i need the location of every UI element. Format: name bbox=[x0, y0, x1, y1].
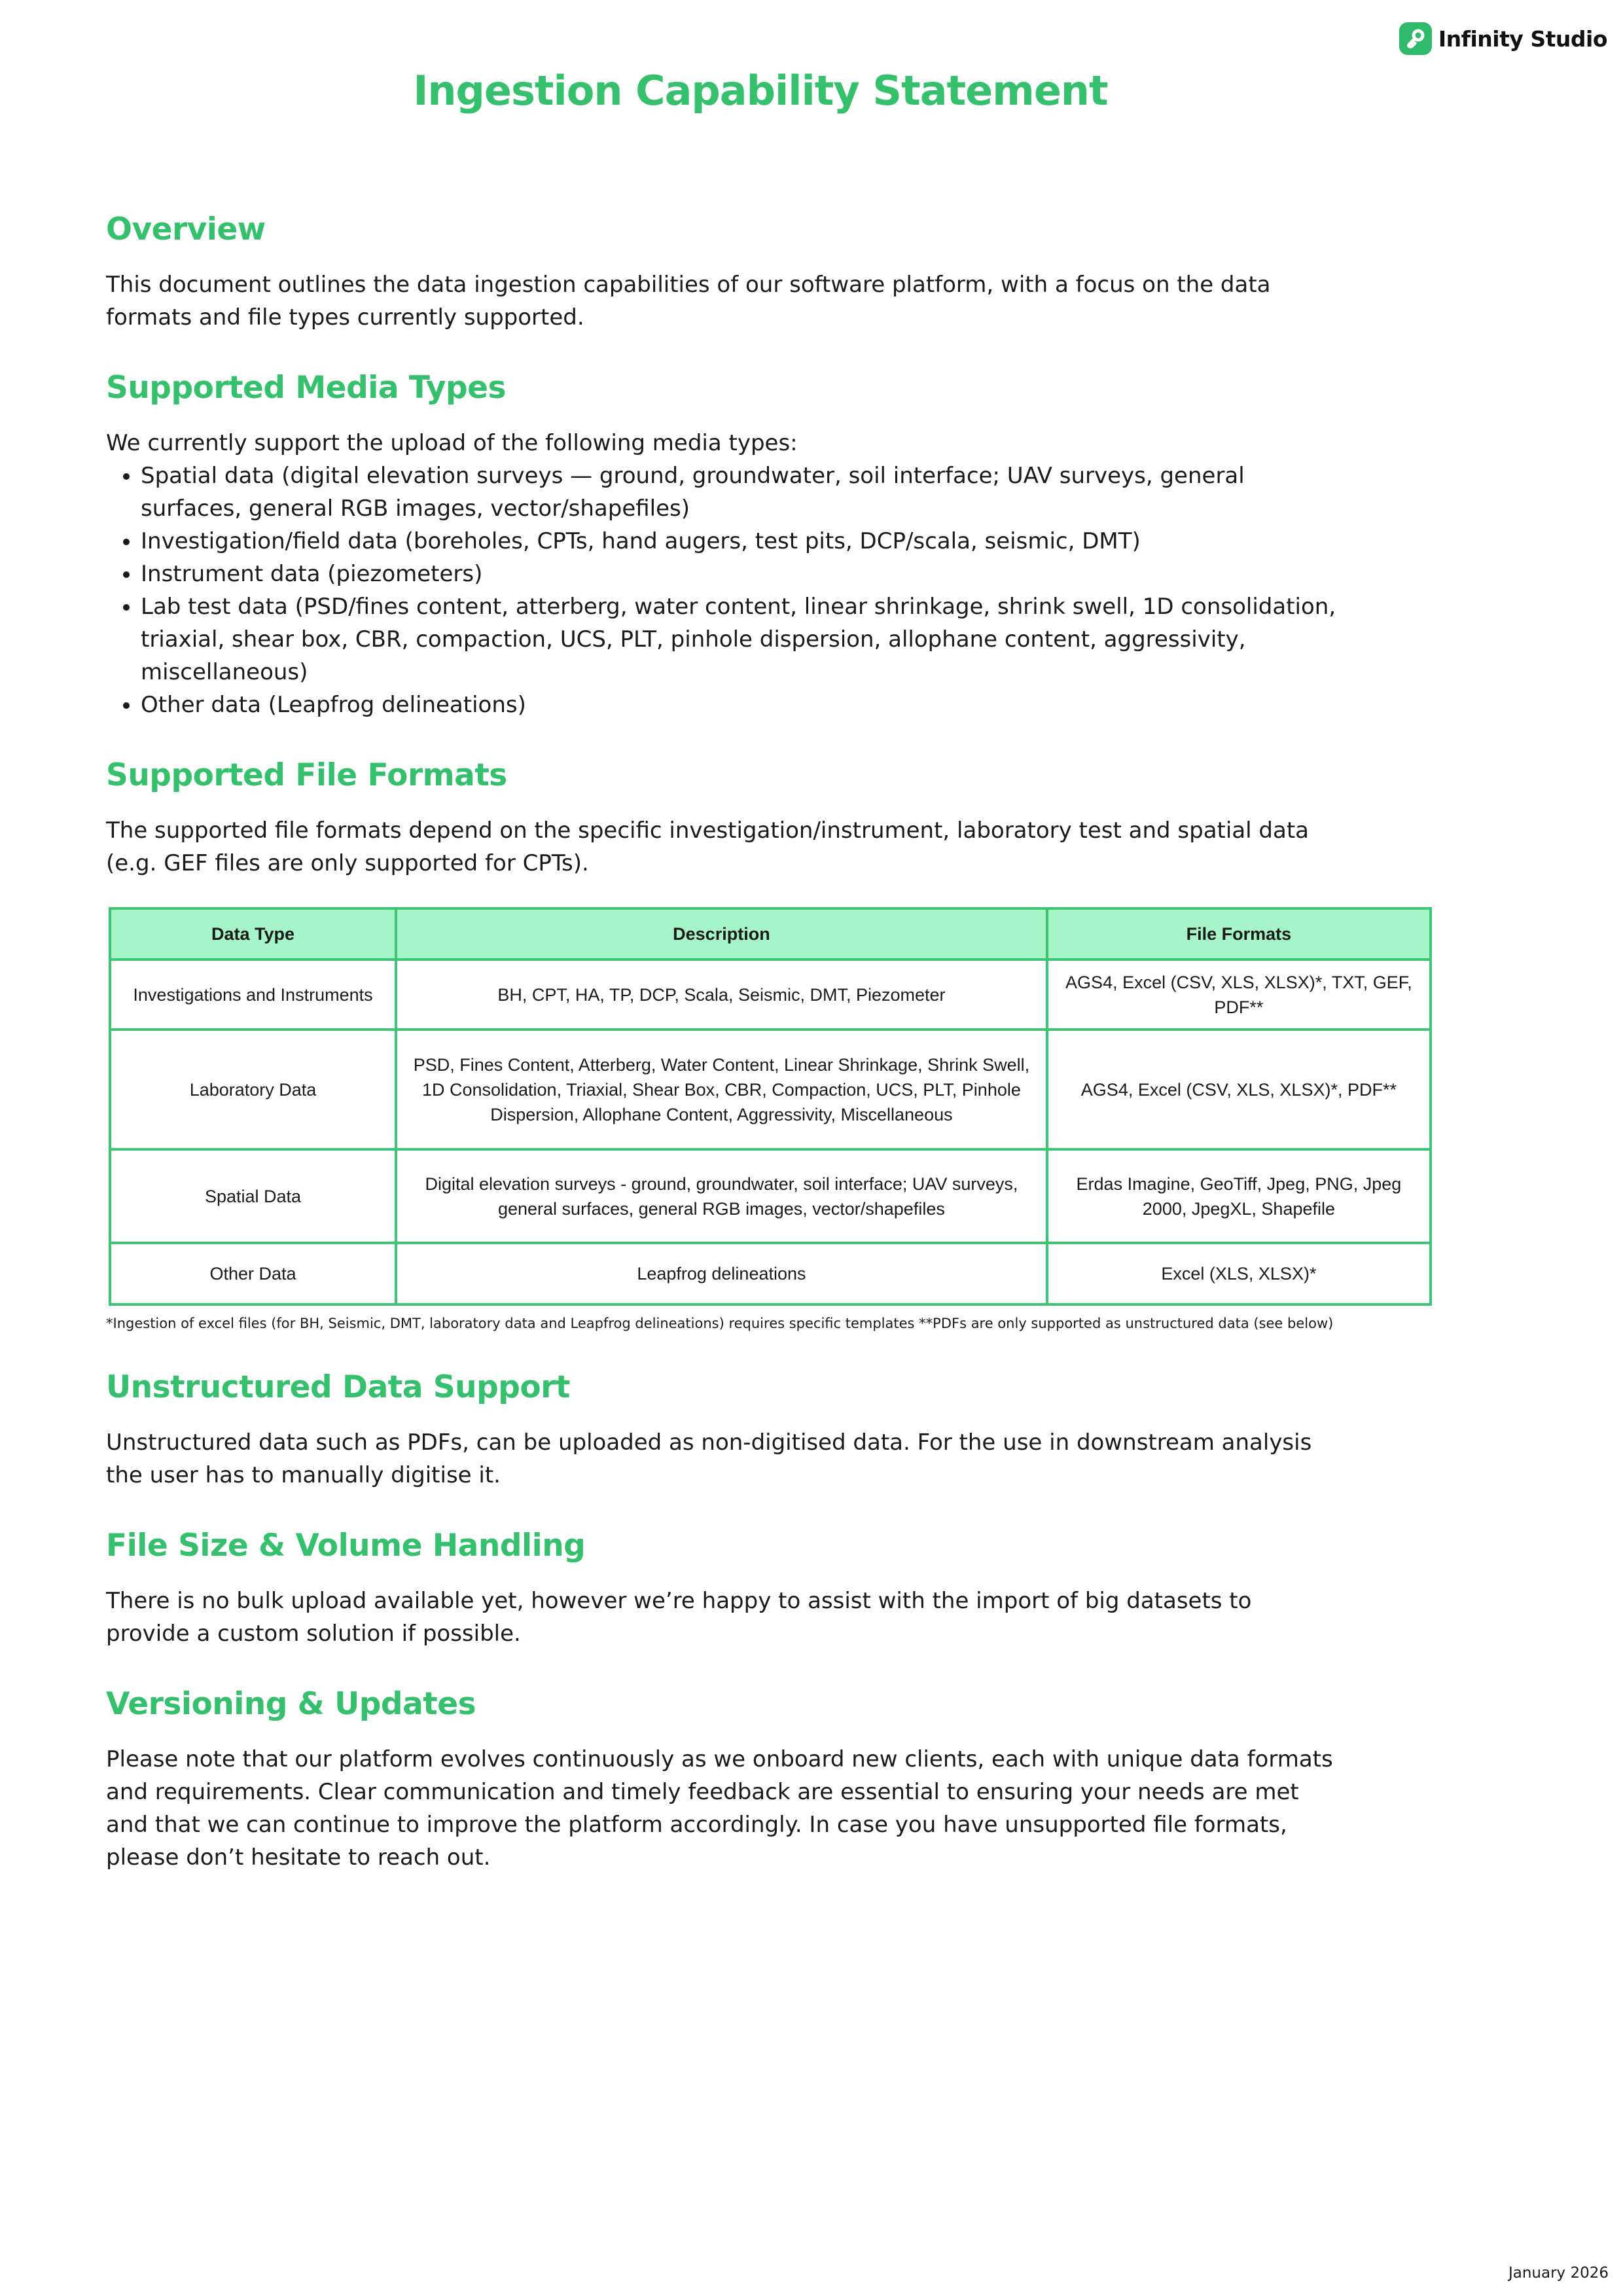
media-types-heading: Supported Media Types bbox=[106, 370, 507, 406]
table-cell: BH, CPT, HA, TP, DCP, Scala, Seismic, DMT, Piezometer bbox=[396, 960, 1047, 1030]
list-item: • Lab test data (PSD/fines content, atterberg, water content, linear shrinkage, shrink swell, 1D consolidation, triaxial, shear box, CBR, compaction, UCS, PLT, pinhole dispersion, allophane content, aggressivity, miscellaneous) bbox=[141, 590, 1336, 689]
unstructured-text: Unstructured data such as PDFs, can be uploaded as non-digitised data. For the use in downstream analysis the user has to manually digitise it. bbox=[106, 1429, 1312, 1488]
brand-logo bbox=[1399, 22, 1607, 55]
file-size-heading: File Size & Volume Handling bbox=[106, 1528, 586, 1564]
overview-section bbox=[106, 208, 1336, 334]
list-item: • Instrument data (piezometers) bbox=[141, 558, 1336, 590]
versioning-text: Please note that our platform evolves continuously as we onboard new clients, each with unique data formats and requirements. Clear communication and timely feedback are essential to ensuring your needs are met and that we can continue to improve the platform accordingly. In case you have unsupported file formats, please don’t hesitate to reach out. bbox=[106, 1746, 1333, 1871]
list-item: • Spatial data (digital elevation surveys — ground, groundwater, soil interface; UAV surveys, general surfaces, general RGB images, vector/shapefiles) bbox=[141, 459, 1336, 525]
page-title: Ingestion Capability Statement bbox=[413, 67, 1108, 115]
file-size-text: There is no bulk upload available yet, however we’re happy to assist with the import of big datasets to provide a custom solution if possible. bbox=[106, 1588, 1252, 1647]
brand-name: Infinity Studio bbox=[1438, 26, 1607, 52]
table-cell: Excel (XLS, XLSX)* bbox=[1047, 1243, 1431, 1304]
file-formats-text: The supported file formats depend on the specific investigation/instrument, laboratory test and spatial data (e.g. GEF files are only supported for CPTs). bbox=[106, 817, 1310, 876]
table-cell: Other Data bbox=[110, 1243, 396, 1304]
list-item: • Other data (Leapfrog delineations) bbox=[141, 689, 1336, 721]
table-row bbox=[110, 1030, 1431, 1149]
table-cell: AGS4, Excel (CSV, XLS, XLSX)*, TXT, GEF, PDF** bbox=[1047, 960, 1431, 1030]
overview-text: This document outlines the data ingestion capabilities of our software platform, with a focus on the data formats and file types currently supported. bbox=[106, 272, 1271, 331]
versioning-heading: Versioning & Updates bbox=[106, 1686, 476, 1722]
table-cell: Investigations and Instruments bbox=[110, 960, 396, 1030]
unstructured-section bbox=[106, 1366, 1336, 1492]
column-header-file-formats: File Formats bbox=[1047, 908, 1431, 960]
table-cell: Spatial Data bbox=[110, 1149, 396, 1243]
table-row bbox=[110, 1149, 1431, 1243]
versioning-section bbox=[106, 1683, 1336, 1874]
table-footnote: *Ingestion of excel files (for BH, Seismic, DMT, laboratory data and Leapfrog delineations) requires specific templates **PDFs are only supported as unstructured data (see below) bbox=[106, 1316, 1334, 1331]
table-cell: Leapfrog delineations bbox=[396, 1243, 1047, 1304]
file-formats-heading: Supported File Formats bbox=[106, 757, 507, 793]
column-header-description: Description bbox=[396, 908, 1047, 960]
file-formats-section bbox=[106, 754, 1412, 1333]
table-cell: Digital elevation surveys - ground, groundwater, soil interface; UAV surveys, general surfaces, general RGB images, vector/shapefiles bbox=[396, 1149, 1047, 1243]
table-header-row bbox=[110, 908, 1431, 960]
unstructured-heading: Unstructured Data Support bbox=[106, 1369, 570, 1405]
column-header-data-type: Data Type bbox=[110, 908, 396, 960]
overview-heading: Overview bbox=[106, 211, 266, 247]
document-date: January 2026 bbox=[1508, 2265, 1609, 2282]
media-types-section bbox=[106, 367, 1336, 721]
table-cell: Laboratory Data bbox=[110, 1030, 396, 1149]
document-body bbox=[106, 208, 1412, 1874]
list-item: • Investigation/field data (boreholes, CPTs, hand augers, test pits, DCP/scala, seismic, DMT) bbox=[141, 525, 1336, 558]
table-cell: Erdas Imagine, GeoTiff, Jpeg, PNG, Jpeg 2000, JpegXL, Shapefile bbox=[1047, 1149, 1431, 1243]
file-formats-table bbox=[109, 907, 1432, 1306]
table-cell: PSD, Fines Content, Atterberg, Water Content, Linear Shrinkage, Shrink Swell, 1D Consolidation, Triaxial, Shear Box, CBR, Compaction, UCS, PLT, Pinhole Dispersion, Allophane Content, Aggressivity, Miscellaneous bbox=[396, 1030, 1047, 1149]
table-cell: AGS4, Excel (CSV, XLS, XLSX)*, PDF** bbox=[1047, 1030, 1431, 1149]
media-types-intro: We currently support the upload of the following media types: bbox=[106, 430, 798, 456]
file-size-section bbox=[106, 1524, 1336, 1650]
infinity-link-icon bbox=[1399, 22, 1432, 55]
table-row bbox=[110, 960, 1431, 1030]
table-row bbox=[110, 1243, 1431, 1304]
media-types-list bbox=[106, 459, 1336, 721]
